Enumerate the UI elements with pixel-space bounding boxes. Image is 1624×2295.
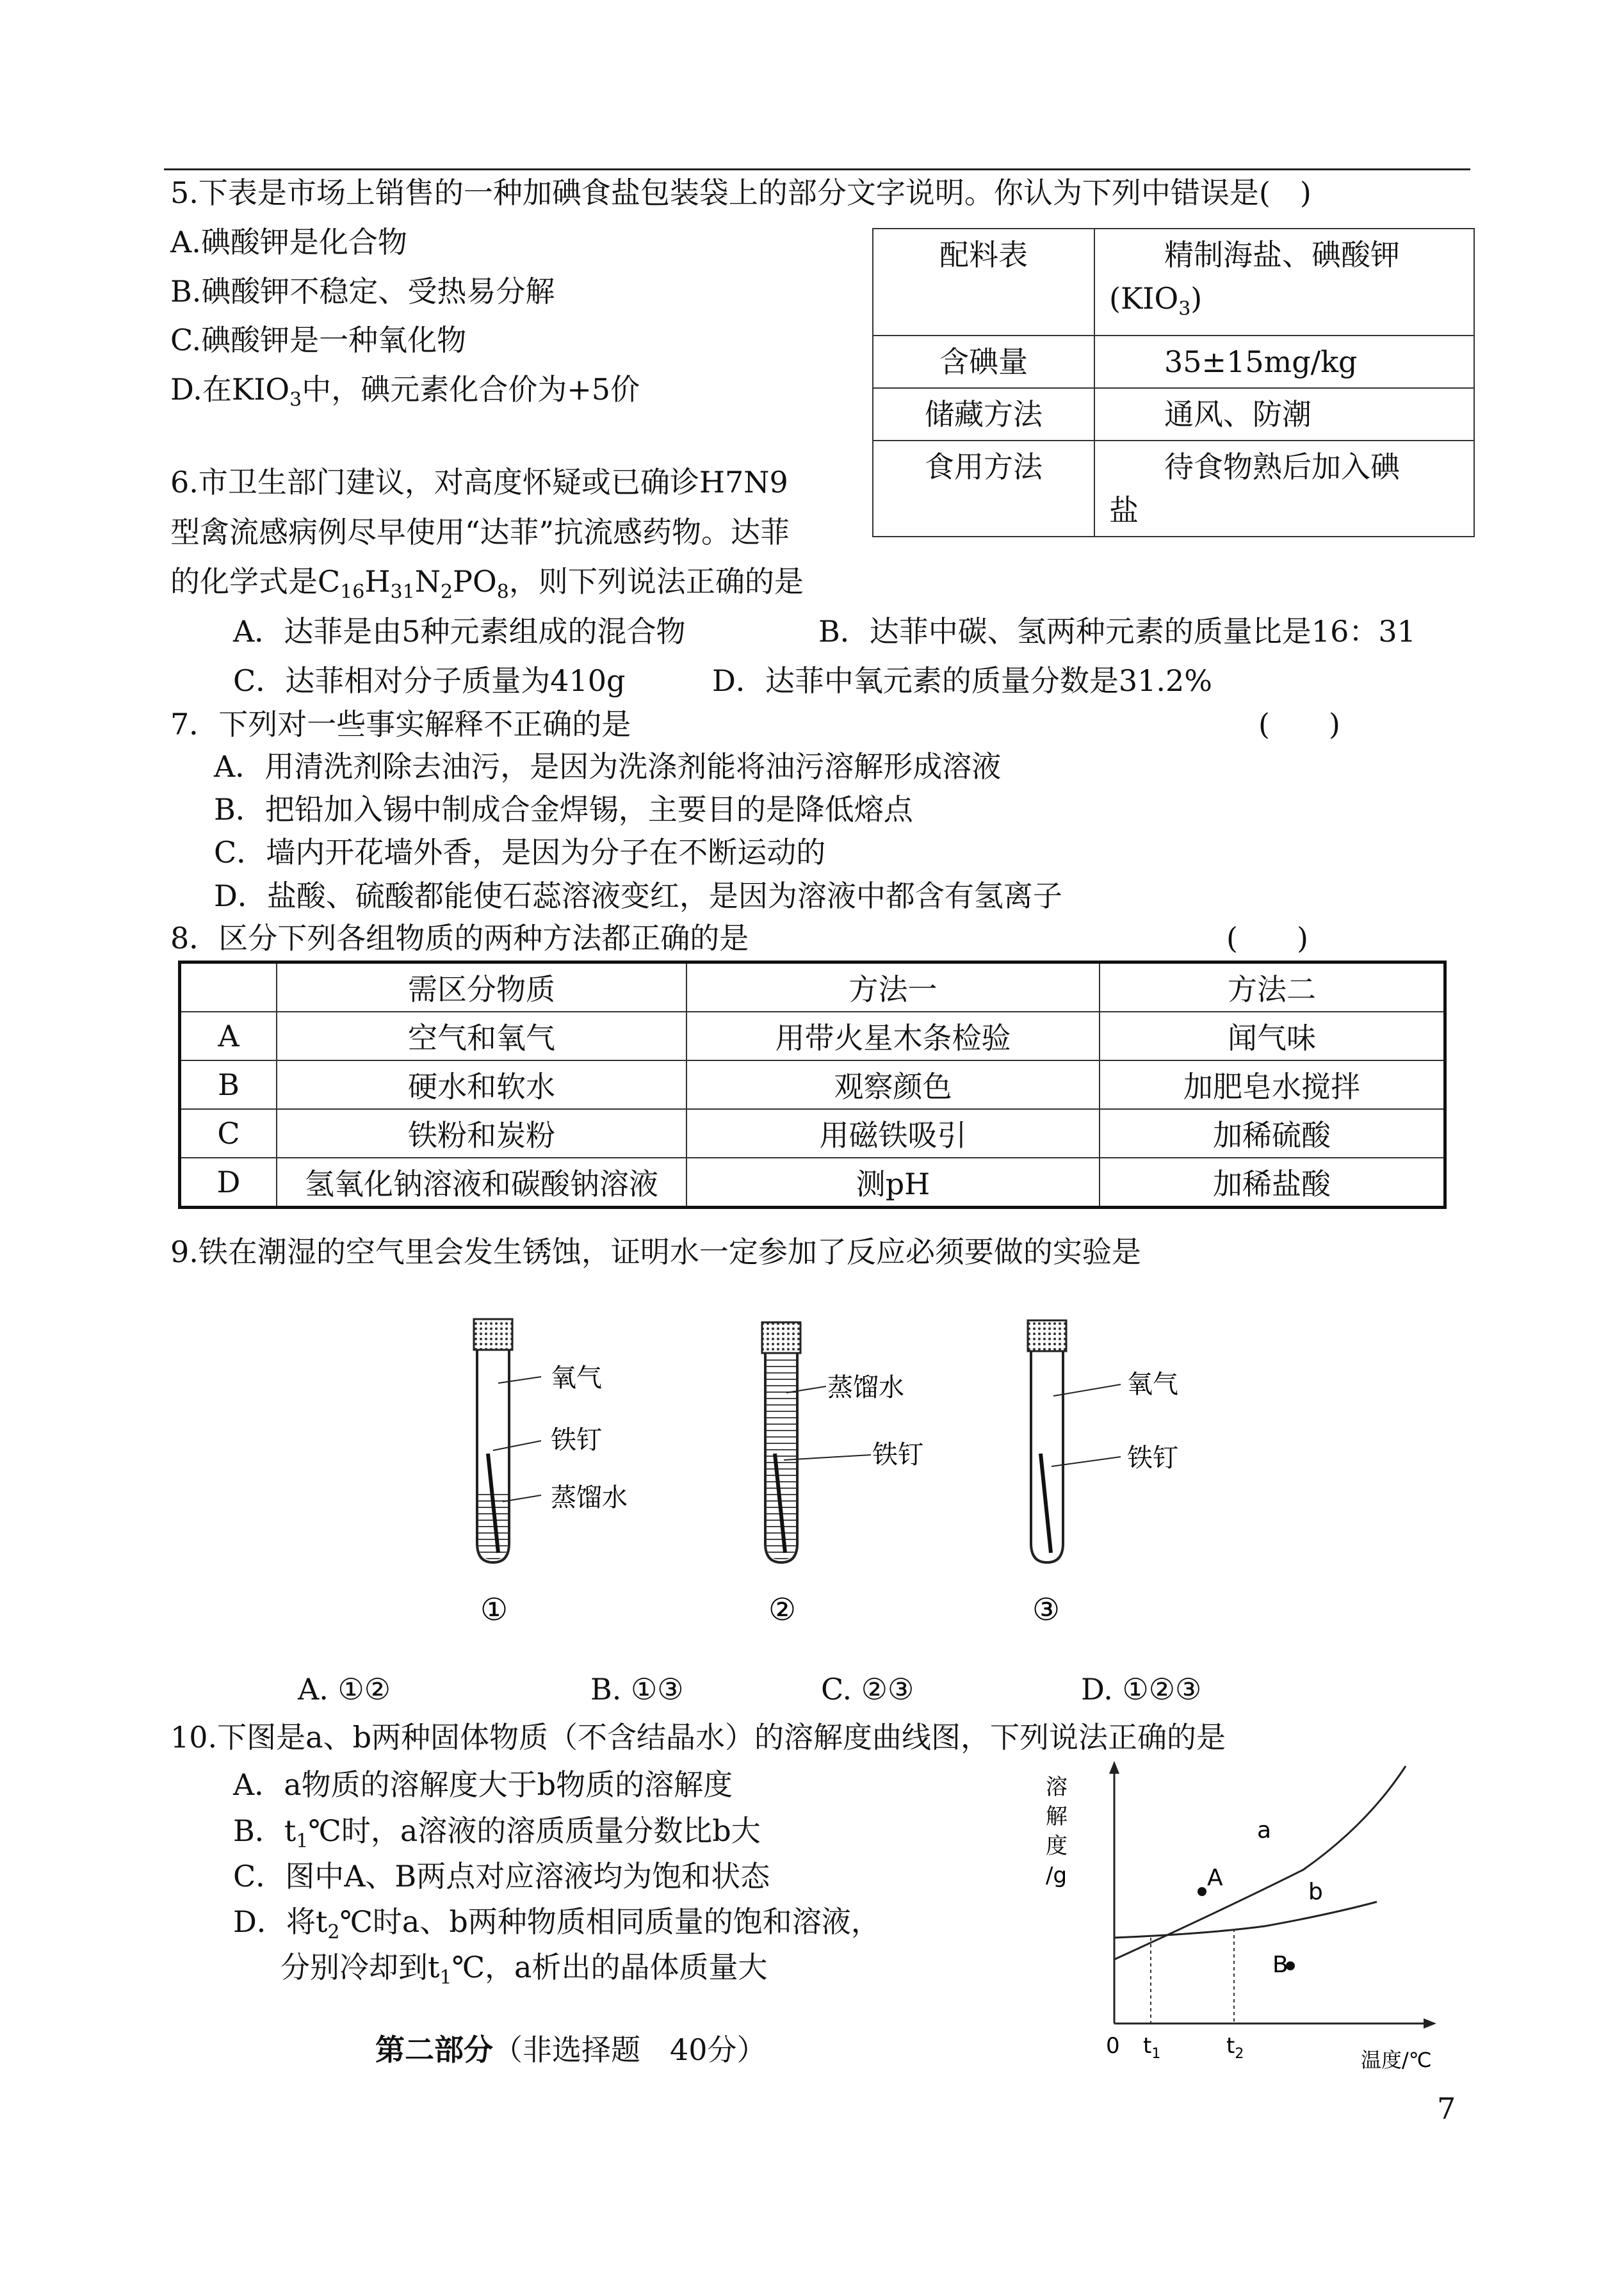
y-axis-label: 溶 xyxy=(1046,1774,1068,1800)
tube-label: 铁钉 xyxy=(551,1425,602,1455)
y-axis-label: 度 xyxy=(1046,1833,1068,1859)
q7-option-b: B．把铅加入锡中制成合金焊锡，主要目的是降低熔点 xyxy=(214,792,913,827)
table-row xyxy=(180,1158,1445,1208)
q9-option-a: A. ①② xyxy=(298,1672,391,1707)
curve-b-label: b xyxy=(1308,1879,1323,1905)
tube-label: 氧气 xyxy=(551,1363,602,1393)
table-cell: 含碘量 xyxy=(873,336,1094,388)
q6-line-2: 型禽流感病例尽早使用“达菲”抗流感药物。达菲 xyxy=(170,515,790,549)
table-cell: 储藏方法 xyxy=(873,388,1094,441)
tube-label: 蒸馏水 xyxy=(827,1373,904,1402)
q7-option-c: C．墙内开花墙外香，是因为分子在不断运动的 xyxy=(214,835,826,870)
table-cell: 氢氧化钠溶液和碳酸钠溶液 xyxy=(277,1158,686,1208)
q6-line-1: 6.市卫生部门建议，对高度怀疑或已确诊H7N9 xyxy=(170,465,788,499)
table-cell: 铁粉和炭粉 xyxy=(277,1109,686,1158)
q6-option-b: B．达菲中碳、氢两种元素的质量比是16：31 xyxy=(818,614,1416,649)
table-cell: 硬水和软水 xyxy=(277,1060,686,1109)
q9-option-d: D. ①②③ xyxy=(1081,1672,1202,1707)
q10-option-c: C．图中A、B两点对应溶液均为饱和状态 xyxy=(233,1859,770,1894)
table-cell: 用磁铁吸引 xyxy=(686,1109,1100,1158)
table-cell: 测pH xyxy=(686,1158,1100,1208)
table-cell: 配料表 xyxy=(873,229,1094,336)
table-cell: 加肥皂水搅拌 xyxy=(1100,1060,1445,1109)
table-cell: 食用方法 xyxy=(873,441,1094,537)
q7-answer-paren: ( ) xyxy=(1258,707,1340,742)
table-cell: 空气和氧气 xyxy=(277,1012,686,1060)
top-rule xyxy=(164,168,1470,170)
table-cell: 通风、防潮 xyxy=(1094,388,1474,441)
q5-stem: 5.下表是市场上销售的一种加碘食盐包装袋上的部分文字说明。你认为下列中错误是( ) xyxy=(170,175,1311,210)
y-axis-label: 解 xyxy=(1046,1804,1068,1829)
part-two-heading: 第二部分（非选择题 40分） xyxy=(375,2032,767,2067)
tube-number: ① xyxy=(480,1592,508,1628)
point-a xyxy=(1198,1887,1206,1896)
q6-line-3: 的化学式是$C_{16}H_{31}N_2PO_8$，则下列说法正确的是 xyxy=(170,564,804,604)
q10-option-d-line-2: 分别冷却到$t_1℃$，a析出的晶体质量大 xyxy=(280,1950,768,1990)
table-row xyxy=(180,1012,1445,1060)
y-axis-arrow xyxy=(1109,1761,1119,1774)
origin-label: 0 xyxy=(1106,2033,1120,2059)
table-row xyxy=(873,441,1474,537)
q6-option-c: C．达菲相对分子质量为410g xyxy=(233,663,626,698)
table-header: 方法一 xyxy=(686,962,1100,1012)
q10-option-a: A．a物质的溶解度大于b物质的溶解度 xyxy=(233,1767,733,1802)
table-header-row xyxy=(180,962,1445,1012)
q9-option-c: C. ②③ xyxy=(821,1672,914,1707)
table-cell: 观察颜色 xyxy=(686,1060,1100,1109)
curve-a-label: a xyxy=(1257,1817,1272,1844)
t1-label: $t_1$ xyxy=(1143,2033,1161,2062)
x-axis-label: 温度/℃ xyxy=(1361,2048,1432,2072)
table-row xyxy=(180,1060,1445,1109)
table-row xyxy=(180,1109,1445,1158)
q6-option-a: A．达菲是由5种元素组成的混合物 xyxy=(233,614,686,649)
q9-option-b: B. ①③ xyxy=(590,1672,684,1707)
table-cell: A xyxy=(180,1012,277,1060)
q8-answer-paren: ( ) xyxy=(1226,921,1308,955)
table-cell: 待食物熟后加入碘 盐 xyxy=(1094,441,1474,537)
q5-option-c: C.碘酸钾是一种氧化物 xyxy=(170,323,467,357)
table-cell: C xyxy=(180,1109,277,1158)
table-row xyxy=(873,229,1474,336)
table-row xyxy=(873,336,1474,388)
tube-label: 氧气 xyxy=(1127,1370,1178,1399)
iodized-salt-table xyxy=(872,228,1475,537)
q10-option-d-line-1: D．将$t_2℃$时a、b两种物质相同质量的饱和溶液， xyxy=(233,1904,881,1944)
q5-option-a: A.碘酸钾是化合物 xyxy=(170,225,407,259)
curve-a xyxy=(1114,1766,1406,1959)
table-cell: 用带火星木条检验 xyxy=(686,1012,1100,1060)
stopper xyxy=(1028,1320,1066,1351)
tube-number: ③ xyxy=(1032,1592,1060,1628)
stopper xyxy=(762,1322,800,1353)
tube-number: ② xyxy=(768,1592,797,1628)
table-cell: D xyxy=(180,1158,277,1208)
solubility-curve-graph xyxy=(1034,1755,1457,2075)
table-header: 需区分物质 xyxy=(277,962,686,1012)
page-number: 7 xyxy=(1437,2091,1456,2126)
table-cell: B xyxy=(180,1060,277,1109)
tube-label: 铁钉 xyxy=(872,1440,923,1470)
q10-stem: 10.下图是a、b两种固体物质（不含结晶水）的溶解度曲线图，下列说法正确的是 xyxy=(170,1720,1226,1755)
table-cell: 35±15mg/kg xyxy=(1094,336,1474,388)
test-tube-3 xyxy=(1028,1320,1178,1628)
leader-line xyxy=(493,1441,541,1450)
test-tube-2 xyxy=(762,1322,923,1628)
iron-nail xyxy=(1041,1454,1051,1553)
table-header xyxy=(180,962,277,1012)
table-cell: 精制海盐、碘酸钾 $(KIO_3)$ xyxy=(1094,229,1474,336)
q7-option-d: D．盐酸、硫酸都能使石蕊溶液变红，是因为溶液中都含有氢离子 xyxy=(214,879,1062,913)
q9-stem: 9.铁在潮湿的空气里会发生锈蚀，证明水一定参加了反应必须要做的实验是 xyxy=(170,1235,1141,1269)
stopper xyxy=(474,1319,512,1350)
y-axis-label: /g xyxy=(1046,1863,1068,1888)
leader-line xyxy=(498,1377,541,1383)
q6-option-d: D．达菲中氧元素的质量分数是31.2% xyxy=(712,663,1213,698)
q5-option-d: D.在$KIO_3$中，碘元素化合价为+5价 xyxy=(170,372,640,412)
tube-label: 蒸馏水 xyxy=(551,1483,628,1512)
table-header: 方法二 xyxy=(1100,962,1445,1012)
table-cell: 加稀硫酸 xyxy=(1100,1109,1445,1158)
q7-stem: 7．下列对一些事实解释不正确的是 xyxy=(170,707,631,742)
q10-option-b: B．$t_1℃$时，a溶液的溶质质量分数比b大 xyxy=(233,1813,761,1853)
table-cell: 闻气味 xyxy=(1100,1012,1445,1060)
t2-label: $t_2$ xyxy=(1226,2033,1244,2062)
q8-stem: 8．区分下列各组物质的两种方法都正确的是 xyxy=(170,921,749,955)
test-tube-1 xyxy=(474,1319,628,1628)
point-a-label: A xyxy=(1207,1865,1223,1891)
tube-label: 铁钉 xyxy=(1127,1443,1178,1473)
table-row xyxy=(873,388,1474,441)
test-tube-diagram xyxy=(448,1306,1255,1639)
x-axis-arrow xyxy=(1424,2018,1436,2029)
q5-option-b: B.碘酸钾不稳定、受热易分解 xyxy=(170,274,555,309)
q7-option-a: A．用清洗剂除去油污，是因为洗涤剂能将油污溶解形成溶液 xyxy=(214,749,1002,784)
curve-b xyxy=(1114,1902,1377,1938)
point-b-label: B xyxy=(1272,1952,1288,1978)
table-cell: 加稀盐酸 xyxy=(1100,1158,1445,1208)
distinguish-table xyxy=(178,961,1447,1209)
